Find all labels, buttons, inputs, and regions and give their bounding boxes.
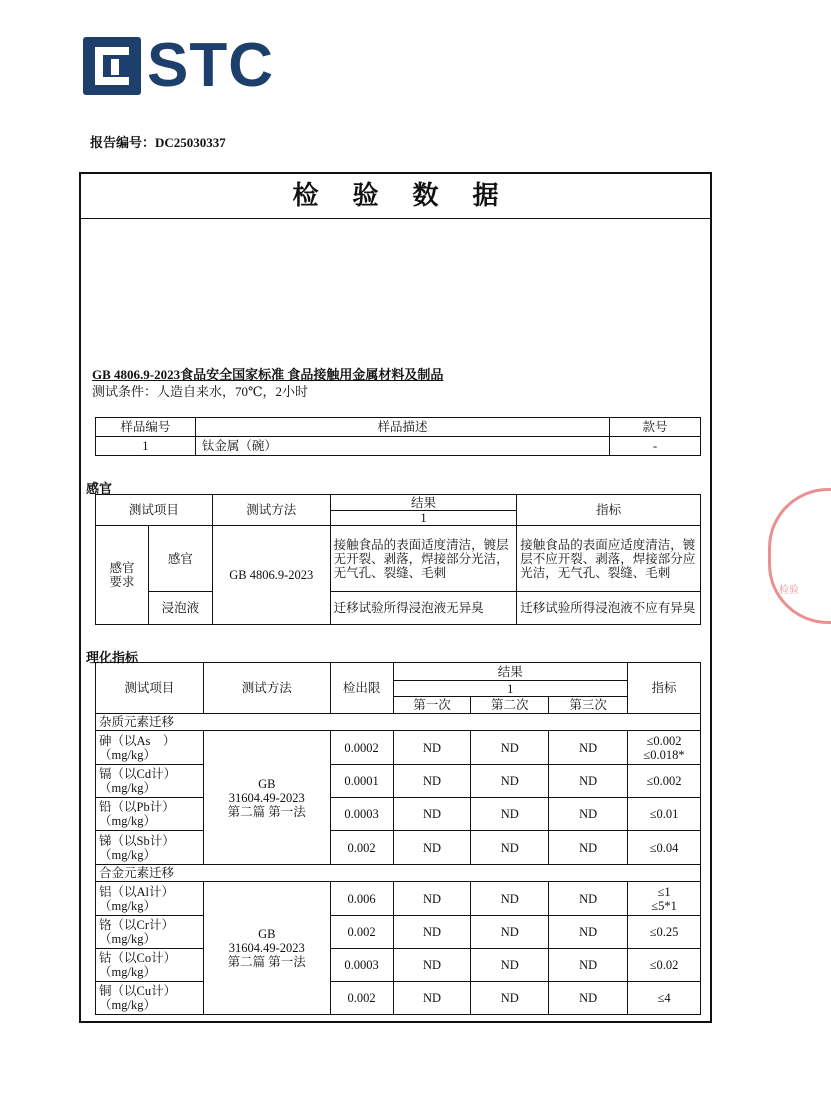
item: 铜（以Cu计） （mg/kg） <box>96 982 204 1015</box>
header-result: 结果 <box>330 495 517 511</box>
frame-title: 检验数据 <box>81 174 710 219</box>
stc-logo <box>83 31 274 100</box>
r2: ND <box>471 982 549 1015</box>
group-name: 合金元素迁移 <box>96 865 701 882</box>
r1: ND <box>393 949 471 982</box>
limit: ≤0.25 <box>628 916 701 949</box>
lod: 0.0003 <box>330 949 393 982</box>
lod: 0.002 <box>330 831 393 865</box>
physchem-table <box>95 662 701 1015</box>
r1: ND <box>393 731 471 765</box>
item: 锑（以Sb计） （mg/kg） <box>96 831 204 865</box>
r1: ND <box>393 798 471 831</box>
header-second: 第二次 <box>471 697 549 714</box>
r3: ND <box>549 949 628 982</box>
lod: 0.0002 <box>330 731 393 765</box>
section-physchem: 理化指标 <box>86 650 139 665</box>
table-row <box>96 916 701 949</box>
r1: ND <box>393 916 471 949</box>
method: GB 31604.49-2023 第二篇 第一法 <box>203 731 330 865</box>
result: 迁移试验所得浸泡液无异臭 <box>330 592 517 625</box>
item: 铝（以Al计） （mg/kg） <box>96 882 204 916</box>
item: 铅（以Pb计） （mg/kg） <box>96 798 204 831</box>
table-row <box>96 495 701 511</box>
stc-logo-mark-icon <box>83 37 141 95</box>
table-row <box>96 526 701 592</box>
table-row <box>96 418 701 437</box>
inspection-stamp <box>768 488 831 624</box>
header-third: 第三次 <box>549 697 628 714</box>
item: 砷（以As ） （mg/kg） <box>96 731 204 765</box>
item: 感官 <box>148 526 212 592</box>
limit: ≤0.04 <box>628 831 701 865</box>
r2: ND <box>471 765 549 798</box>
header-limit: 指标 <box>628 663 701 714</box>
r2: ND <box>471 949 549 982</box>
header-result-no: 1 <box>330 511 517 526</box>
limit: ≤4 <box>628 982 701 1015</box>
group-label: 感官 要求 <box>96 526 149 625</box>
table-row <box>96 437 701 456</box>
header-item: 测试项目 <box>96 495 213 526</box>
standard-title: GB 4806.9-2023食品安全国家标准 食品接触用金属材料及制品 <box>92 367 444 382</box>
header-method: 测试方法 <box>212 495 330 526</box>
r1: ND <box>393 882 471 916</box>
r1: ND <box>393 982 471 1015</box>
table-row <box>96 765 701 798</box>
limit: ≤0.002 <box>628 765 701 798</box>
r3: ND <box>549 798 628 831</box>
limit: 迁移试验所得浸泡液不应有异臭 <box>517 592 701 625</box>
lod: 0.002 <box>330 982 393 1015</box>
header-sample-desc: 样品描述 <box>195 418 609 437</box>
header-result-no: 1 <box>393 681 627 697</box>
header-style-no: 款号 <box>610 418 701 437</box>
r1: ND <box>393 831 471 865</box>
header-result: 结果 <box>393 663 627 681</box>
header-method: 测试方法 <box>203 663 330 714</box>
item: 镉（以Cd计） （mg/kg） <box>96 765 204 798</box>
r1: ND <box>393 765 471 798</box>
limit: ≤0.01 <box>628 798 701 831</box>
sensory-table <box>95 494 701 625</box>
lod: 0.002 <box>330 916 393 949</box>
limit: ≤0.02 <box>628 949 701 982</box>
lod: 0.006 <box>330 882 393 916</box>
lod: 0.0003 <box>330 798 393 831</box>
header-item: 测试项目 <box>96 663 204 714</box>
cell: 钛金属（碗） <box>195 437 609 456</box>
logo-text: STC <box>147 31 274 100</box>
cell: - <box>610 437 701 456</box>
result: 接触食品的表面适度清洁，镀层无开裂、剥落，焊接部分光洁，无气孔、裂缝、毛刺 <box>330 526 517 592</box>
header-lod: 检出限 <box>330 663 393 714</box>
r2: ND <box>471 882 549 916</box>
group-name: 杂质元素迁移 <box>96 714 701 731</box>
table-row <box>96 949 701 982</box>
r2: ND <box>471 916 549 949</box>
table-row <box>96 798 701 831</box>
section-sensory: 感官 <box>86 481 113 496</box>
table-row <box>96 865 701 882</box>
table-row <box>96 592 701 625</box>
r2: ND <box>471 831 549 865</box>
r2: ND <box>471 798 549 831</box>
r3: ND <box>549 731 628 765</box>
lod: 0.0001 <box>330 765 393 798</box>
item: 铬（以Cr计） （mg/kg） <box>96 916 204 949</box>
r3: ND <box>549 765 628 798</box>
method: GB 4806.9-2023 <box>212 526 330 625</box>
report-number: 报告编号：DC25030337 <box>90 135 226 150</box>
table-row <box>96 714 701 731</box>
test-condition: 测试条件：人造自来水，70℃，2小时 <box>92 384 309 399</box>
table-row <box>96 731 701 765</box>
method: GB 31604.49-2023 第二篇 第一法 <box>203 882 330 1015</box>
stamp-text: 检验 <box>779 585 799 596</box>
table-row <box>96 663 701 681</box>
r3: ND <box>549 831 628 865</box>
r3: ND <box>549 882 628 916</box>
limit: 接触食品的表面应适度清洁，镀层不应开裂、剥落，焊接部分应光洁，无气孔、裂缝、毛刺 <box>517 526 701 592</box>
table-row <box>96 831 701 865</box>
limit: ≤0.002 ≤0.018* <box>628 731 701 765</box>
r3: ND <box>549 982 628 1015</box>
table-row <box>96 982 701 1015</box>
sample-table <box>95 417 701 456</box>
table-row <box>96 882 701 916</box>
item: 钴（以Co计） （mg/kg） <box>96 949 204 982</box>
item: 浸泡液 <box>148 592 212 625</box>
header-sample-no: 样品编号 <box>96 418 196 437</box>
r3: ND <box>549 916 628 949</box>
limit: ≤1 ≤5*1 <box>628 882 701 916</box>
r2: ND <box>471 731 549 765</box>
header-first: 第一次 <box>393 697 471 714</box>
cell: 1 <box>96 437 196 456</box>
header-limit: 指标 <box>517 495 701 526</box>
